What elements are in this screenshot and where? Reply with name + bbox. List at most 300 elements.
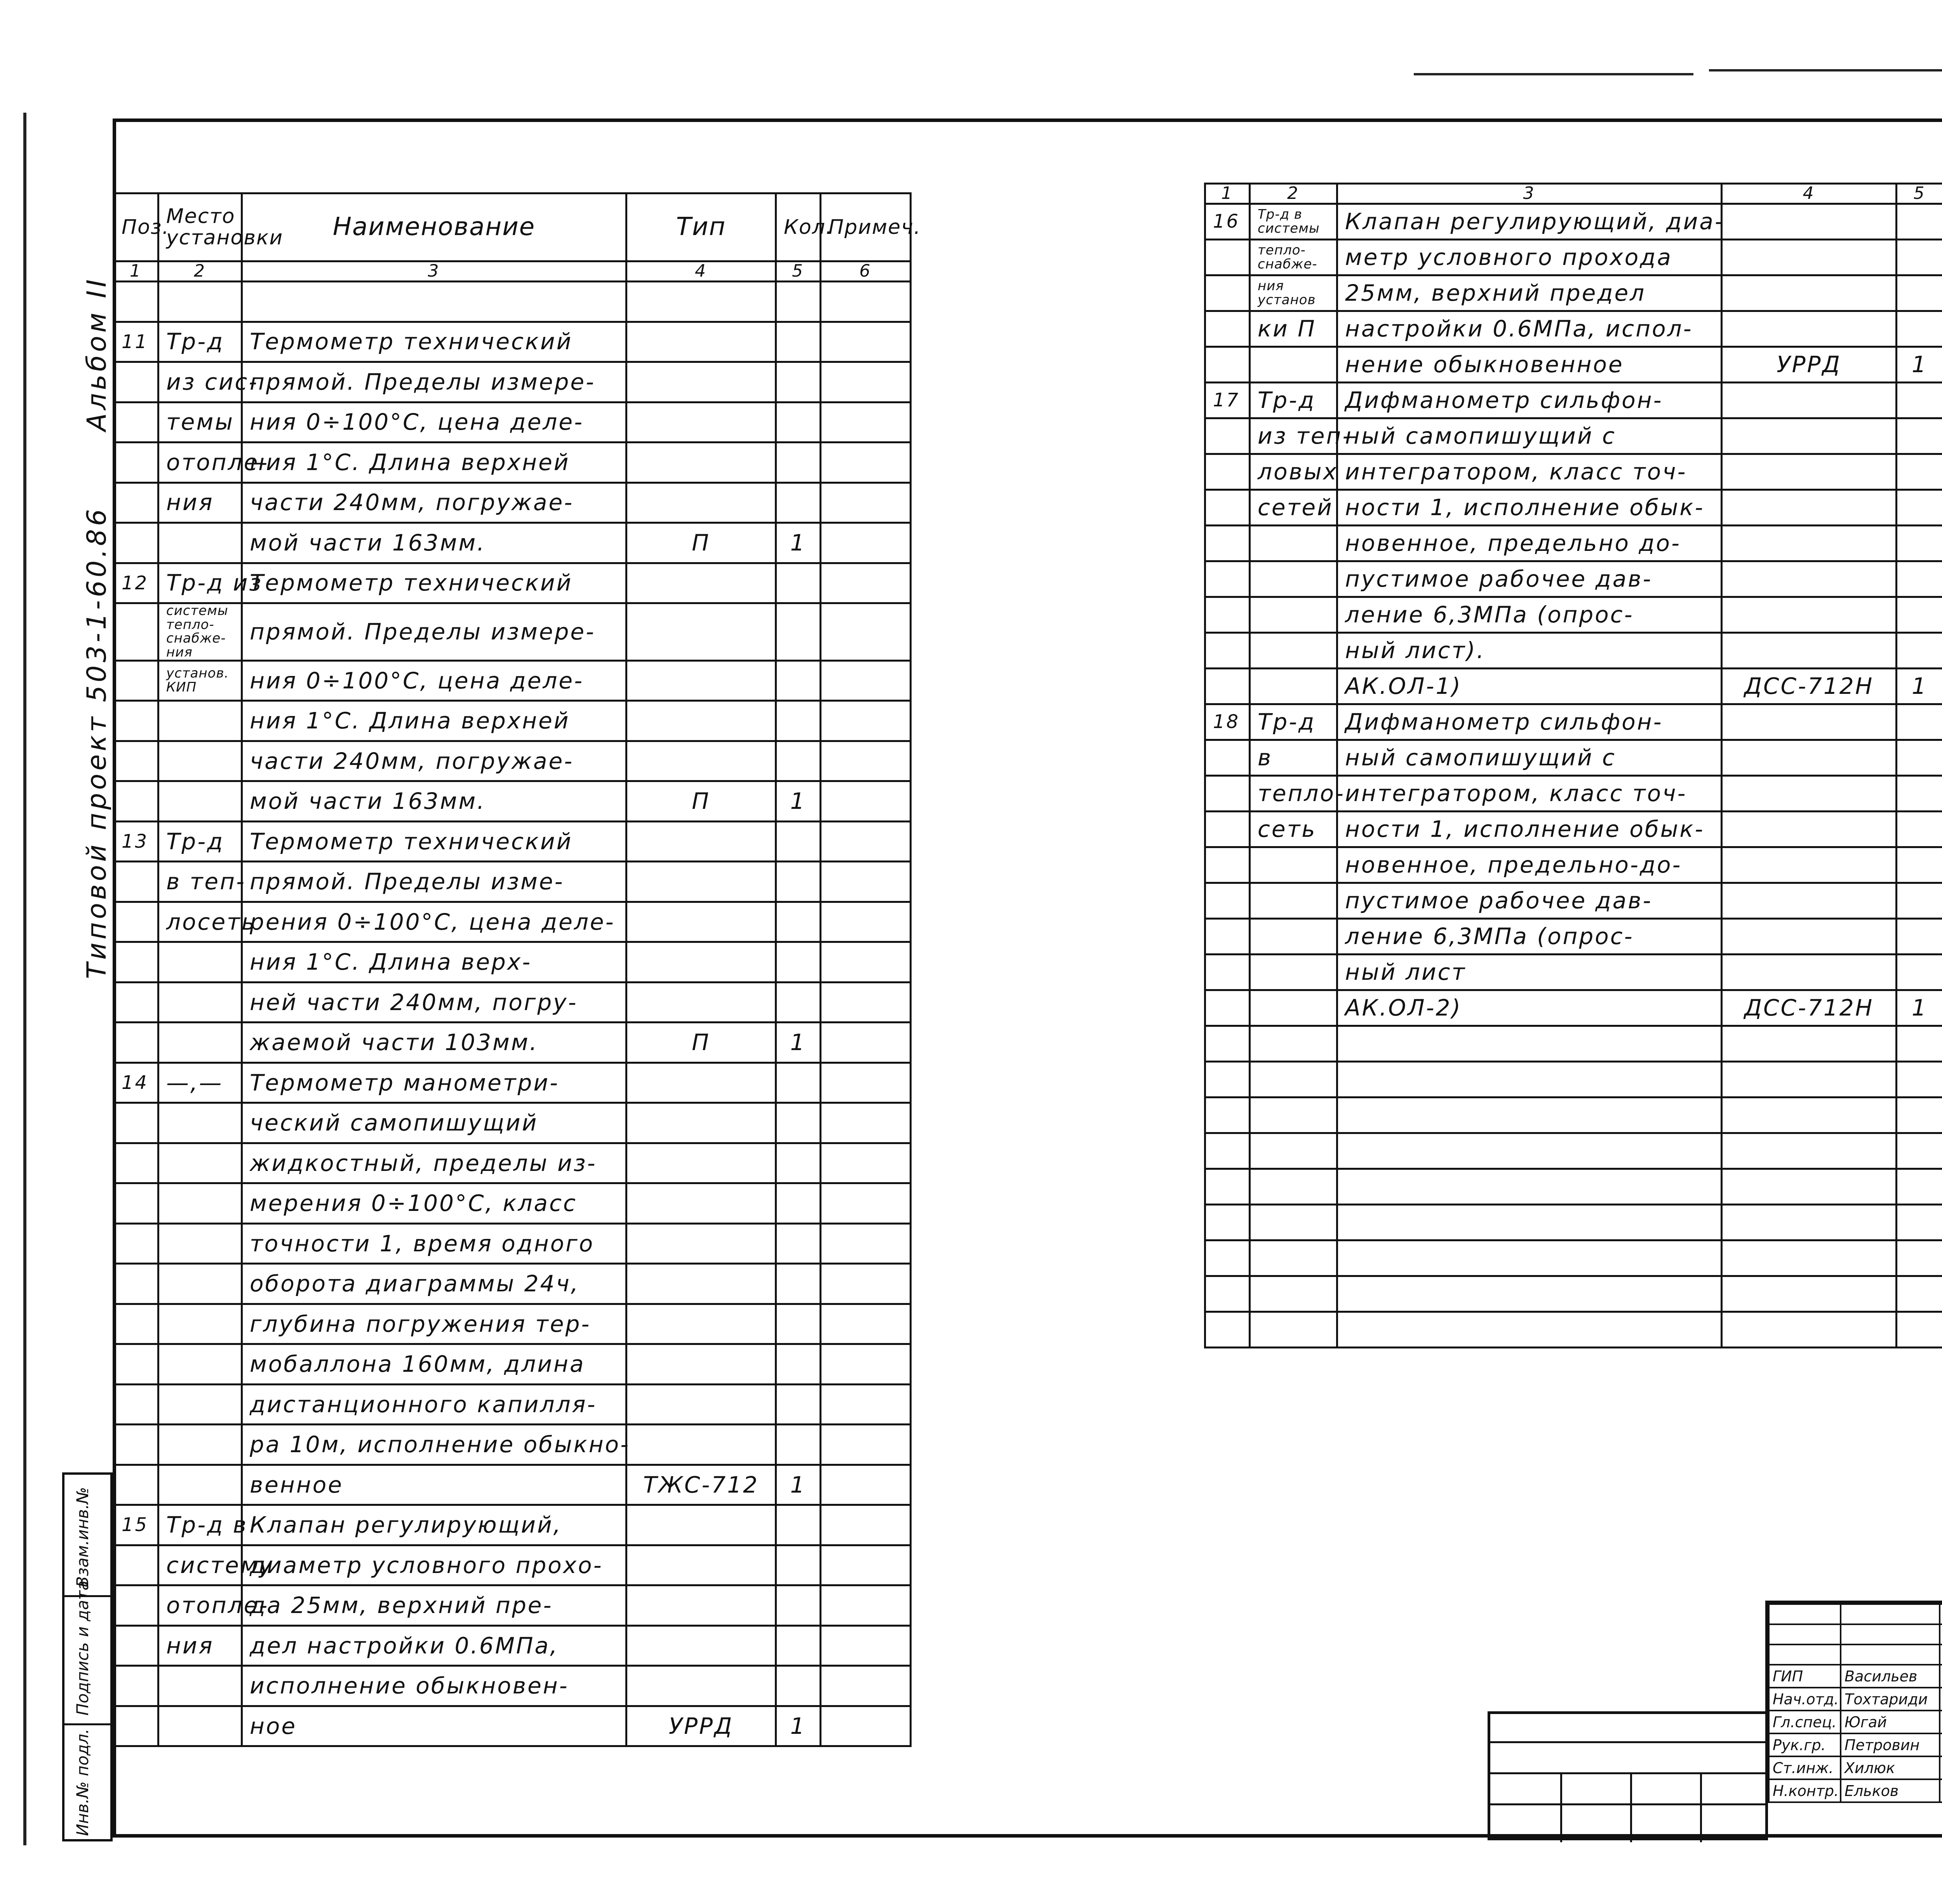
cell-qty: 1 xyxy=(776,1465,821,1505)
cell-type xyxy=(1722,776,1897,812)
cell-pos xyxy=(114,1425,158,1465)
cell-place xyxy=(158,701,242,741)
cell-place xyxy=(1250,1312,1337,1348)
cell-qty xyxy=(776,1585,821,1626)
col-number: 2 xyxy=(1250,184,1337,204)
table-row xyxy=(1205,490,1942,526)
cell-type xyxy=(1722,204,1897,240)
title-block-left-extension xyxy=(1488,1711,1768,1840)
role-name: Тохтариди xyxy=(1841,1688,1940,1711)
cell-qty xyxy=(776,483,821,523)
cell-place xyxy=(158,781,242,822)
cell-name: части 240мм, погружае- xyxy=(242,741,626,781)
cell-qty xyxy=(1897,490,1942,526)
table-row xyxy=(1205,955,1942,990)
cell-pos xyxy=(1205,1205,1250,1240)
cell-type xyxy=(626,701,776,741)
table-row xyxy=(114,1143,911,1183)
cell-name xyxy=(1337,1169,1722,1205)
left-binding-line xyxy=(23,113,26,1845)
cell-pos xyxy=(114,1625,158,1666)
cell-type xyxy=(626,1545,776,1585)
cell-type xyxy=(1722,1097,1897,1133)
cell-place: из сис- xyxy=(158,362,242,402)
cell-qty xyxy=(776,1344,821,1385)
cell-name: да 25мм, верхний пре- xyxy=(242,1585,626,1626)
cell-name: пустимое рабочее дав- xyxy=(1337,561,1722,597)
cell-name: жаемой части 103мм. xyxy=(242,1023,626,1063)
cell-place: ния xyxy=(158,1625,242,1666)
cell-pos xyxy=(114,942,158,982)
cell-pos xyxy=(1205,1097,1250,1133)
cell-pos xyxy=(114,603,158,661)
cell-pos: 18 xyxy=(1205,704,1250,740)
cell-note xyxy=(821,1585,911,1626)
cell-type: П xyxy=(626,523,776,563)
cell-name: настройки 0.6МПа, испол- xyxy=(1337,311,1722,347)
cell-place: отопле- xyxy=(158,442,242,483)
cell-type xyxy=(1722,740,1897,776)
table-row xyxy=(114,1545,911,1585)
cell-type xyxy=(626,660,776,701)
cell-note xyxy=(821,902,911,942)
cell-name: ней части 240мм, погру- xyxy=(242,982,626,1023)
cell-qty xyxy=(1897,1276,1942,1312)
cell-qty xyxy=(1897,454,1942,490)
table-row xyxy=(114,781,911,822)
cell-place xyxy=(158,1425,242,1465)
col-number: 1 xyxy=(114,261,158,282)
cell-place: ния xyxy=(158,483,242,523)
cell-pos xyxy=(1205,1312,1250,1348)
cell-name: Термометр технический xyxy=(242,821,626,862)
cell-pos: 11 xyxy=(114,322,158,362)
cell-place: тепло-снабже- xyxy=(1250,240,1337,275)
cell-type: ДСС-712Н xyxy=(1722,990,1897,1026)
cell-note xyxy=(821,1706,911,1746)
cell-pos xyxy=(1205,812,1250,847)
cell-pos xyxy=(1205,597,1250,633)
cell-pos xyxy=(1205,240,1250,275)
cell-place: отопле- xyxy=(158,1585,242,1626)
cell-place xyxy=(158,523,242,563)
cell-name xyxy=(1337,1312,1722,1348)
cell-name: АК.ОЛ-2) xyxy=(1337,990,1722,1026)
cell-name: диаметр условного прохо- xyxy=(242,1545,626,1585)
cell-type: П xyxy=(626,781,776,822)
cell-note xyxy=(821,1425,911,1465)
role-label: Н.контр. xyxy=(1769,1779,1841,1802)
cell-qty xyxy=(1897,1169,1942,1205)
cell-qty xyxy=(776,942,821,982)
cell-note xyxy=(821,862,911,902)
cell-note xyxy=(821,1223,911,1264)
table-row xyxy=(1205,812,1942,847)
cell-qty xyxy=(1897,597,1942,633)
role-label: Ст.инж. xyxy=(1769,1756,1841,1779)
cell-qty xyxy=(776,862,821,902)
cell-pos xyxy=(114,982,158,1023)
cell-place: тепло- xyxy=(1250,776,1337,812)
cell-qty xyxy=(776,902,821,942)
cell-name xyxy=(1337,1062,1722,1097)
cell-place xyxy=(1250,669,1337,704)
cell-type xyxy=(1722,418,1897,454)
cell-place xyxy=(1250,633,1337,669)
cell-note xyxy=(821,442,911,483)
table-row xyxy=(114,603,911,661)
cell-pos xyxy=(114,1264,158,1304)
cell-name xyxy=(1337,1205,1722,1240)
cell-pos xyxy=(1205,990,1250,1026)
col-number: 3 xyxy=(1337,184,1722,204)
cell-name: мой части 163мм. xyxy=(242,781,626,822)
signature xyxy=(1940,1756,1942,1779)
cell-qty xyxy=(1897,526,1942,561)
cell-qty xyxy=(1897,1133,1942,1169)
cell-pos xyxy=(1205,1169,1250,1205)
cell-type xyxy=(626,1223,776,1264)
cell-place xyxy=(1250,847,1337,883)
cell-type xyxy=(626,902,776,942)
cell-pos xyxy=(1205,418,1250,454)
cell-note xyxy=(821,282,911,322)
cell-qty xyxy=(776,741,821,781)
signature xyxy=(1940,1733,1942,1756)
cell-note xyxy=(821,1143,911,1183)
cell-pos xyxy=(1205,1133,1250,1169)
cell-qty xyxy=(776,1425,821,1465)
cell-name: прямой. Пределы измере- xyxy=(242,362,626,402)
cell-note xyxy=(821,1545,911,1585)
cell-pos xyxy=(114,1103,158,1143)
cell-pos xyxy=(114,1023,158,1063)
cell-qty: 1 xyxy=(1897,669,1942,704)
table-row xyxy=(1205,597,1942,633)
cell-place: —,— xyxy=(158,1063,242,1103)
cell-pos xyxy=(114,402,158,442)
cell-name: ление 6,3МПа (опрос- xyxy=(1337,919,1722,955)
cell-type xyxy=(626,1585,776,1626)
cell-pos xyxy=(1205,883,1250,919)
cell-type xyxy=(626,1344,776,1385)
cell-pos: 15 xyxy=(114,1505,158,1545)
cell-qty xyxy=(1897,275,1942,311)
cell-pos xyxy=(1205,776,1250,812)
cell-type xyxy=(1722,275,1897,311)
header-qty: Кол. xyxy=(776,193,821,261)
cell-qty xyxy=(776,1384,821,1425)
role-label: Рук.гр. xyxy=(1769,1733,1841,1756)
cell-pos xyxy=(1205,311,1250,347)
cell-qty xyxy=(776,1103,821,1143)
cell-pos xyxy=(1205,275,1250,311)
cell-qty: 1 xyxy=(776,1706,821,1746)
cell-type xyxy=(1722,383,1897,418)
cell-name: ление 6,3МПа (опрос- xyxy=(1337,597,1722,633)
table-row xyxy=(114,1585,911,1626)
cell-qty xyxy=(776,563,821,603)
cell-pos xyxy=(1205,347,1250,383)
cell-qty xyxy=(776,1143,821,1183)
cell-name: ности 1, исполнение обык- xyxy=(1337,812,1722,847)
cell-type xyxy=(1722,561,1897,597)
cell-name: исполнение обыкновен- xyxy=(242,1666,626,1706)
cell-name: рения 0÷100°С, цена деле- xyxy=(242,902,626,942)
cell-type xyxy=(626,1103,776,1143)
cell-name: части 240мм, погружае- xyxy=(242,483,626,523)
table-row xyxy=(114,1625,911,1666)
cell-name: нение обыкновенное xyxy=(1337,347,1722,383)
col-number: 4 xyxy=(626,261,776,282)
cell-name: мой части 163мм. xyxy=(242,523,626,563)
role-name: Югай xyxy=(1841,1711,1940,1733)
table-row xyxy=(114,1183,911,1224)
cell-place xyxy=(158,1304,242,1344)
cell-pos xyxy=(114,1183,158,1224)
col-number: 5 xyxy=(1897,184,1942,204)
cell-pos xyxy=(1205,847,1250,883)
cell-qty xyxy=(1897,919,1942,955)
cell-name xyxy=(242,282,626,322)
table-row xyxy=(114,1223,911,1264)
cell-qty xyxy=(1897,1312,1942,1348)
cell-note xyxy=(821,982,911,1023)
cell-type: ТЖС-712 xyxy=(626,1465,776,1505)
cell-place: ловых xyxy=(1250,454,1337,490)
cell-note xyxy=(821,1023,911,1063)
cell-type xyxy=(1722,883,1897,919)
cell-place: систему xyxy=(158,1545,242,1585)
cell-name: глубина погружения тер- xyxy=(242,1304,626,1344)
role-row xyxy=(1769,1733,1942,1756)
cell-type xyxy=(626,1304,776,1344)
table-row xyxy=(114,282,911,322)
stamp-signature-date: Подпись и дата xyxy=(73,1580,92,1716)
cell-name: дистанционного капилля- xyxy=(242,1384,626,1425)
role-name: Хилюк xyxy=(1841,1756,1940,1779)
cell-type xyxy=(1722,1312,1897,1348)
table-row xyxy=(1205,1026,1942,1062)
cell-note xyxy=(821,1063,911,1103)
cell-place xyxy=(1250,990,1337,1026)
cell-type xyxy=(626,1625,776,1666)
cell-place xyxy=(1250,1097,1337,1133)
cell-pos xyxy=(1205,919,1250,955)
cell-type xyxy=(1722,1205,1897,1240)
right-spec-table xyxy=(1204,183,1942,1348)
table-row xyxy=(114,1706,911,1746)
role-name: Петровин xyxy=(1841,1733,1940,1756)
cell-pos: 16 xyxy=(1205,204,1250,240)
role-row xyxy=(1769,1711,1942,1733)
cell-place: сетей xyxy=(1250,490,1337,526)
cell-place xyxy=(158,1143,242,1183)
cell-type: УРРД xyxy=(626,1706,776,1746)
cell-qty xyxy=(776,660,821,701)
cell-place: в xyxy=(1250,740,1337,776)
cell-place xyxy=(158,982,242,1023)
table-row xyxy=(114,483,911,523)
cell-type xyxy=(1722,526,1897,561)
cell-place xyxy=(158,1706,242,1746)
table-row xyxy=(1205,1062,1942,1097)
cell-qty xyxy=(1897,704,1942,740)
album-label: Альбом II xyxy=(82,276,112,431)
cell-name: ности 1, исполнение обык- xyxy=(1337,490,1722,526)
cell-note xyxy=(821,322,911,362)
cell-pos: 12 xyxy=(114,563,158,603)
cell-type xyxy=(626,1666,776,1706)
table-row xyxy=(1205,240,1942,275)
stamp-replaces: Взам.инв.№ xyxy=(73,1487,92,1587)
cell-type xyxy=(626,563,776,603)
table-row xyxy=(114,862,911,902)
cell-name: ный самопишущий с xyxy=(1337,418,1722,454)
table-row xyxy=(114,1023,911,1063)
table-row xyxy=(1205,561,1942,597)
cell-place xyxy=(1250,883,1337,919)
table-row xyxy=(114,1264,911,1304)
cell-type xyxy=(1722,454,1897,490)
table-row xyxy=(1205,1240,1942,1276)
cell-note xyxy=(821,563,911,603)
cell-name: Термометр манометри- xyxy=(242,1063,626,1103)
cell-qty: 1 xyxy=(776,523,821,563)
cell-pos xyxy=(1205,490,1250,526)
header-type: Тип xyxy=(626,193,776,261)
table-row xyxy=(1205,919,1942,955)
cell-place: Тр-д в системы xyxy=(1250,204,1337,240)
col-number: 6 xyxy=(821,261,911,282)
cell-qty xyxy=(1897,883,1942,919)
table-row xyxy=(114,1465,911,1505)
cell-pos xyxy=(114,741,158,781)
cell-name: Клапан регулирующий, xyxy=(242,1505,626,1545)
cell-qty xyxy=(776,1063,821,1103)
cell-name: ния 1°С. Длина верх- xyxy=(242,942,626,982)
cell-pos: 13 xyxy=(114,821,158,862)
cell-qty xyxy=(776,442,821,483)
cell-qty: 1 xyxy=(1897,990,1942,1026)
cell-place: темы xyxy=(158,402,242,442)
cell-name: ния 0÷100°С, цена деле- xyxy=(242,402,626,442)
cell-place: в теп- xyxy=(158,862,242,902)
side-stamp xyxy=(62,1472,113,1841)
cell-place xyxy=(1250,919,1337,955)
table-row xyxy=(1205,740,1942,776)
cell-type xyxy=(626,1063,776,1103)
cell-type xyxy=(1722,633,1897,669)
cell-pos xyxy=(114,1223,158,1264)
role-label: Гл.спец. xyxy=(1769,1711,1841,1733)
cell-pos xyxy=(1205,1276,1250,1312)
top-rule-1 xyxy=(1414,73,1693,75)
cell-place xyxy=(158,1183,242,1224)
table-row xyxy=(1205,1205,1942,1240)
table-row xyxy=(1205,1097,1942,1133)
cell-type: ДСС-712Н xyxy=(1722,669,1897,704)
cell-pos xyxy=(1205,955,1250,990)
cell-type xyxy=(626,282,776,322)
table-row xyxy=(1205,383,1942,418)
col-number: 5 xyxy=(776,261,821,282)
cell-note xyxy=(821,1183,911,1224)
cell-type xyxy=(626,362,776,402)
col-number: 1 xyxy=(1205,184,1250,204)
cell-name: венное xyxy=(242,1465,626,1505)
table-row xyxy=(114,1063,911,1103)
cell-type xyxy=(626,862,776,902)
cell-place xyxy=(158,1344,242,1385)
cell-qty xyxy=(776,1304,821,1344)
cell-pos xyxy=(1205,454,1250,490)
cell-place: Тр-д в xyxy=(158,1505,242,1545)
cell-note xyxy=(821,402,911,442)
table-row xyxy=(1205,1133,1942,1169)
cell-place xyxy=(158,1103,242,1143)
cell-place xyxy=(158,1666,242,1706)
signature xyxy=(1940,1779,1942,1802)
stamp-inventory-no: Инв.№ подл. xyxy=(73,1728,92,1836)
cell-name: новенное, предельно-до- xyxy=(1337,847,1722,883)
table-row xyxy=(1205,454,1942,490)
cell-pos xyxy=(114,1344,158,1385)
cell-pos xyxy=(1205,1240,1250,1276)
cell-place xyxy=(1250,1026,1337,1062)
table-row xyxy=(114,942,911,982)
table-row xyxy=(114,902,911,942)
cell-note xyxy=(821,1344,911,1385)
left-spec-table xyxy=(113,192,921,1747)
cell-name: мобаллона 160мм, длина xyxy=(242,1344,626,1385)
cell-place xyxy=(1250,597,1337,633)
header-name: Наименование xyxy=(242,193,626,261)
cell-note xyxy=(821,1465,911,1505)
table-row xyxy=(1205,1312,1942,1348)
cell-place: Тр-д xyxy=(1250,383,1337,418)
cell-note xyxy=(821,1505,911,1545)
cell-place: Тр-д xyxy=(158,322,242,362)
role-name: Васильев xyxy=(1841,1665,1940,1688)
col-number: 3 xyxy=(242,261,626,282)
cell-qty xyxy=(1897,740,1942,776)
cell-place xyxy=(1250,1062,1337,1097)
cell-qty xyxy=(1897,1240,1942,1276)
table-row xyxy=(114,821,911,862)
cell-pos xyxy=(114,1666,158,1706)
cell-type xyxy=(626,1505,776,1545)
cell-pos xyxy=(114,701,158,741)
cell-place: ки П xyxy=(1250,311,1337,347)
cell-name: ный самопишущий с xyxy=(1337,740,1722,776)
cell-pos: 14 xyxy=(114,1063,158,1103)
table-row xyxy=(114,362,911,402)
project-label: Типовой проект 503-1-60.86 xyxy=(82,506,112,979)
cell-qty xyxy=(1897,240,1942,275)
cell-type xyxy=(1722,812,1897,847)
cell-name: ный лист). xyxy=(1337,633,1722,669)
cell-name: жидкостный, пределы из- xyxy=(242,1143,626,1183)
cell-qty xyxy=(1897,561,1942,597)
cell-type xyxy=(1722,597,1897,633)
cell-pos xyxy=(114,660,158,701)
cell-type xyxy=(626,1143,776,1183)
cell-type xyxy=(1722,704,1897,740)
cell-pos xyxy=(1205,633,1250,669)
table-row xyxy=(114,563,911,603)
cell-name: ра 10м, исполнение обыкно- xyxy=(242,1425,626,1465)
